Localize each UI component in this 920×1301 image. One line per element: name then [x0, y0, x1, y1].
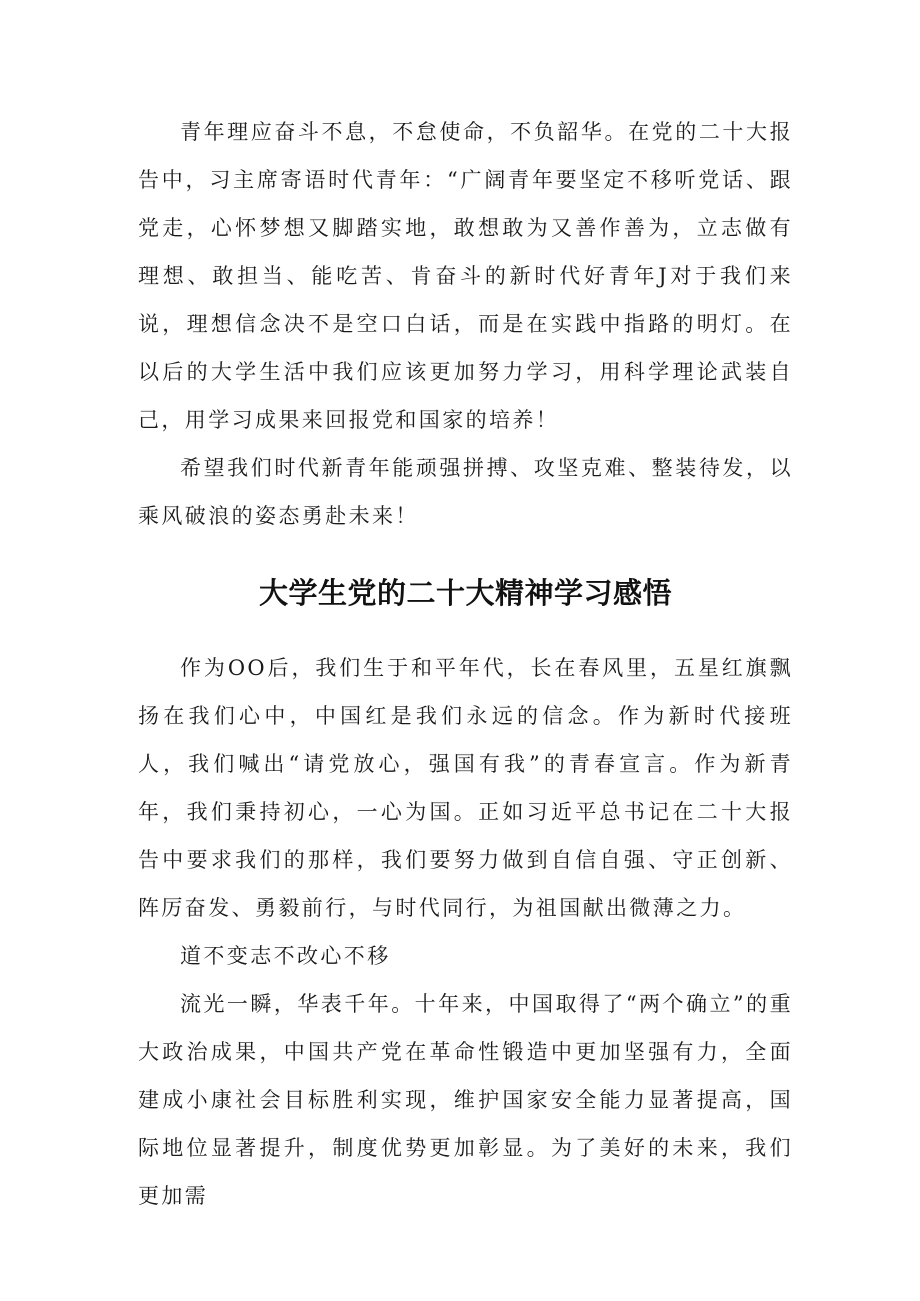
document-page — [138, 108, 793, 1220]
document-title: 大学生党的二十大精神学习感悟 — [258, 576, 672, 610]
intro-paragraph-2: 希望我们时代新青年能顽强拼搏、攻坚克难、整装待发，以乘风破浪的姿态勇赴未来！ — [138, 456, 793, 528]
intro-paragraph-1: 青年理应奋斗不息，不怠使命，不负韶华。在党的二十大报告中，习主席寄语时代青年：“广阔青年要坚定不移听党话、跟党走，心怀梦想又脚踏实地，敢想敢为又善作善为，立志做有理想、敢担当、能吃苦、肯奋斗的新时代好青年J对于我们来说，理想信念决不是空口白话，而是在实践中指路的明灯。在以后的大学生活中我们应该更加努力学习，用科学理论武装自己，用学习成果来回报党和国家的培养！ — [138, 120, 793, 432]
section-subheading: 道不变志不改心不移 — [180, 944, 391, 968]
body-paragraph-2: 流光一瞬，华表千年。十年来，中国取得了“两个确立”的重大政治成果，中国共产党在革命性锻造中更加坚强有力，全面建成小康社会目标胜利实现，维护国家安全能力显著提高，国际地位显著提升，制度优势更加彰显。为了美好的未来，我们更加需 — [138, 992, 793, 1208]
body-paragraph-1: 作为OO后，我们生于和平年代，长在春风里，五星红旗飘扬在我们心中，中国红是我们永远的信念。作为新时代接班人，我们喊出“请党放心，强国有我”的青春宣言。作为新青年，我们秉持初心，一心为国。正如习近平总书记在二十大报告中要求我们的那样，我们要努力做到自信自强、守正创新、阵厉奋发、勇毅前行，与时代同行，为祖国献出微薄之力。 — [138, 656, 793, 920]
